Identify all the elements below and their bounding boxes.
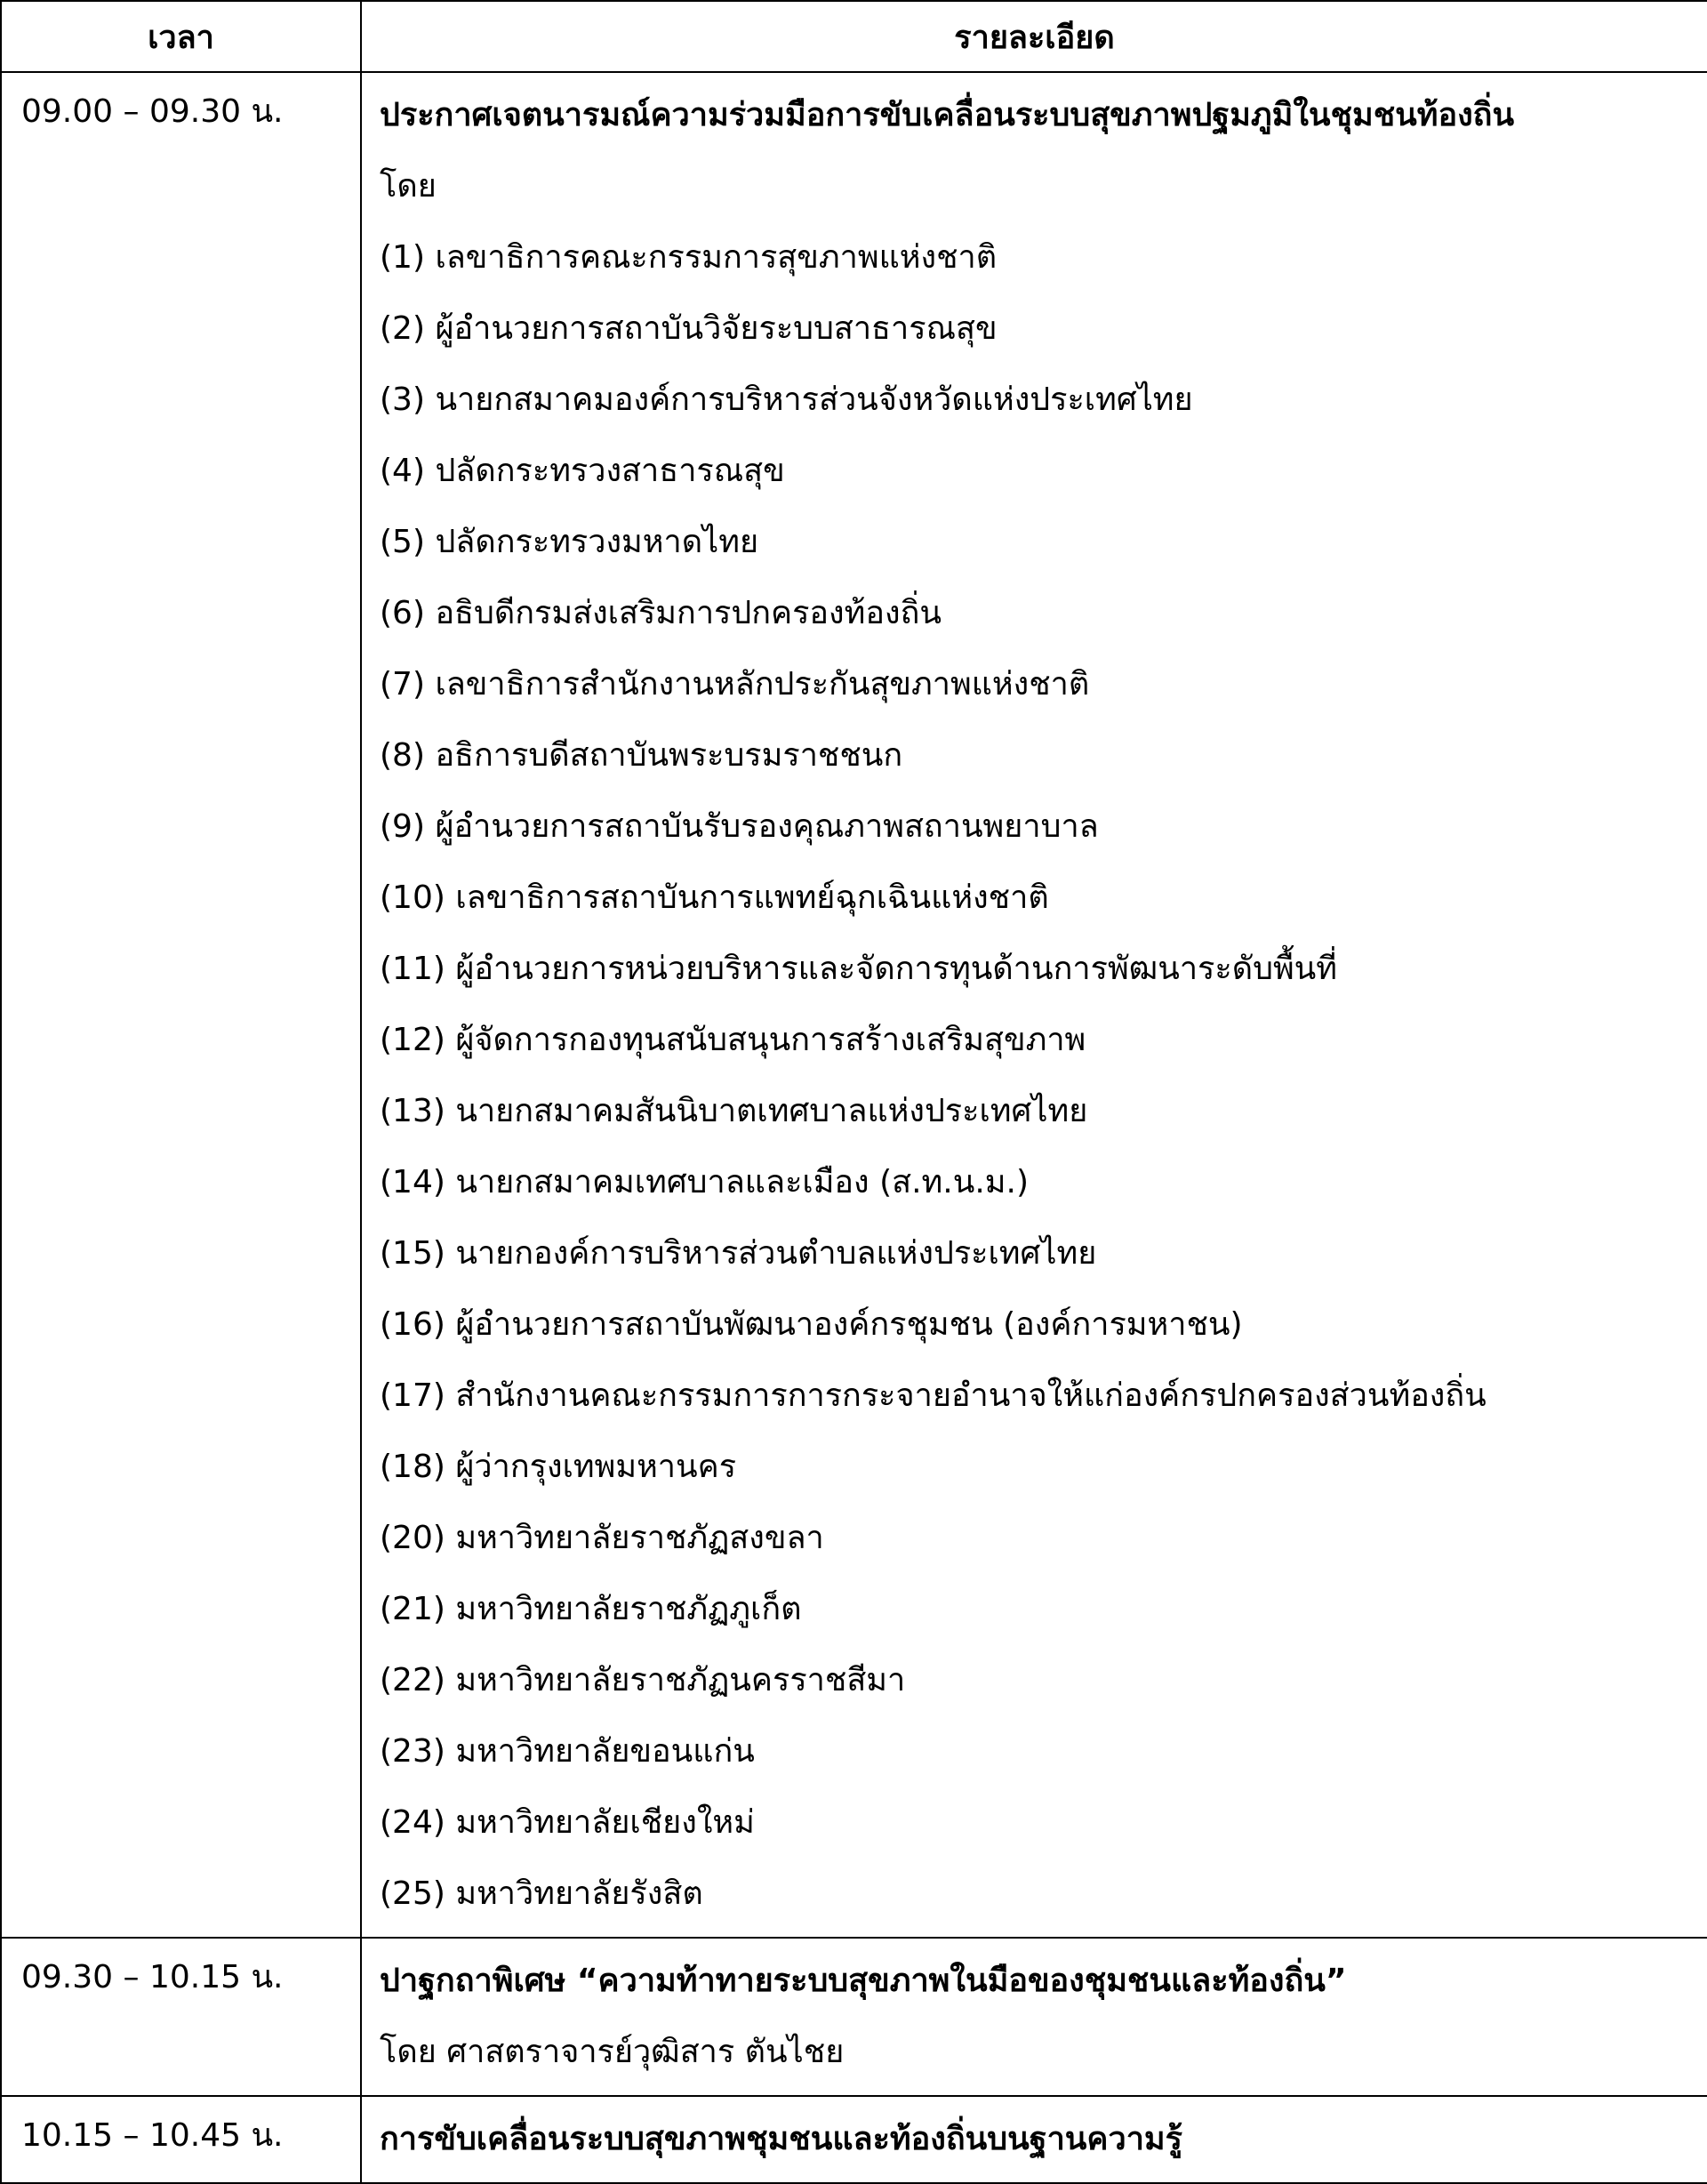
- detail-line: (8) อธิการบดีสถาบันพระบรมราชชนก: [380, 737, 903, 774]
- detail-line: (20) มหาวิทยาลัยราชภัฏสงขลา: [380, 1520, 824, 1556]
- detail-line: (1) เลขาธิการคณะกรรมการสุขภาพแห่งชาติ: [380, 239, 998, 276]
- session-title: ปาฐกถาพิเศษ “ความท้าทายระบบสุขภาพในมือของชุมชนและท้องถิ่น”: [380, 1963, 1347, 1999]
- detail-line: (15) นายกองค์การบริหารส่วนตำบลแห่งประเทศไทย: [380, 1235, 1097, 1272]
- detail-cell: [361, 2096, 1707, 2183]
- time-cell: 10.15 – 10.45 น.: [1, 2096, 361, 2183]
- time-cell: 09.00 – 09.30 น.: [1, 72, 361, 1938]
- detail-line: (5) ปลัดกระทรวงมหาดไทย: [380, 524, 759, 560]
- detail-line: (21) มหาวิทยาลัยราชภัฏภูเก็ต: [380, 1591, 802, 1627]
- detail-line: (13) นายกสมาคมสันนิบาตเทศบาลแห่งประเทศไทย: [380, 1093, 1088, 1129]
- detail-line: (6) อธิบดีกรมส่งเสริมการปกครองท้องถิ่น: [380, 595, 942, 631]
- table-row: [1, 72, 1707, 1938]
- detail-line: (7) เลขาธิการสำนักงานหลักประกันสุขภาพแห่งชาติ: [380, 666, 1090, 703]
- detail-line: (25) มหาวิทยาลัยรังสิต: [380, 1875, 703, 1912]
- detail-line: (9) ผู้อำนวยการสถาบันรับรองคุณภาพสถานพยาบาล: [380, 808, 1099, 845]
- table-row: [1, 1938, 1707, 2096]
- detail-line: (11) ผู้อำนวยการหน่วยบริหารและจัดการทุนด้านการพัฒนาระดับพื้นที่: [380, 951, 1338, 987]
- detail-column-header: รายละเอียด: [361, 1, 1707, 72]
- detail-line: (17) สำนักงานคณะกรรมการการกระจายอำนาจให้แก่องค์กรปกครองส่วนท้องถิ่น: [380, 1377, 1487, 1414]
- detail-line: โดย: [380, 168, 437, 205]
- detail-line: (2) ผู้อำนวยการสถาบันวิจัยระบบสาธารณสุข: [380, 310, 998, 347]
- detail-line: (22) มหาวิทยาลัยราชภัฏนครราชสีมา: [380, 1662, 906, 1698]
- detail-cell: [361, 72, 1707, 1938]
- detail-line: โดย ศาสตราจารย์วุฒิสาร ตันไชย: [380, 2034, 845, 2070]
- detail-line: (24) มหาวิทยาลัยเชียงใหม่: [380, 1804, 755, 1841]
- detail-line: (3) นายกสมาคมองค์การบริหารส่วนจังหวัดแห่งประเทศไทย: [380, 381, 1193, 418]
- detail-line: (10) เลขาธิการสถาบันการแพทย์ฉุกเฉินแห่งชาติ: [380, 879, 1049, 916]
- session-title: ประกาศเจตนารมณ์ความร่วมมือการขับเคลื่อนระบบสุขภาพปฐมภูมิในชุมชนท้องถิ่น: [380, 97, 1515, 133]
- time-column-header: เวลา: [1, 1, 361, 72]
- detail-line: (14) นายกสมาคมเทศบาลและเมือง (ส.ท.น.ม.): [380, 1164, 1029, 1200]
- detail-line: (23) มหาวิทยาลัยขอนแก่น: [380, 1733, 755, 1770]
- detail-cell: [361, 1938, 1707, 2096]
- header-row: [1, 1, 1707, 72]
- detail-line: (12) ผู้จัดการกองทุนสนับสนุนการสร้างเสริมสุขภาพ: [380, 1022, 1086, 1058]
- table-row: [1, 2096, 1707, 2183]
- time-cell: 09.30 – 10.15 น.: [1, 1938, 361, 2096]
- detail-line: (4) ปลัดกระทรวงสาธารณสุข: [380, 453, 785, 489]
- session-title: การขับเคลื่อนระบบสุขภาพชุมชนและท้องถิ่นบนฐานความรู้: [380, 2121, 1182, 2157]
- detail-line: (16) ผู้อำนวยการสถาบันพัฒนาองค์กรชุมชน (องค์การมหาชน): [380, 1306, 1243, 1343]
- detail-line: (18) ผู้ว่ากรุงเทพมหานคร: [380, 1449, 737, 1485]
